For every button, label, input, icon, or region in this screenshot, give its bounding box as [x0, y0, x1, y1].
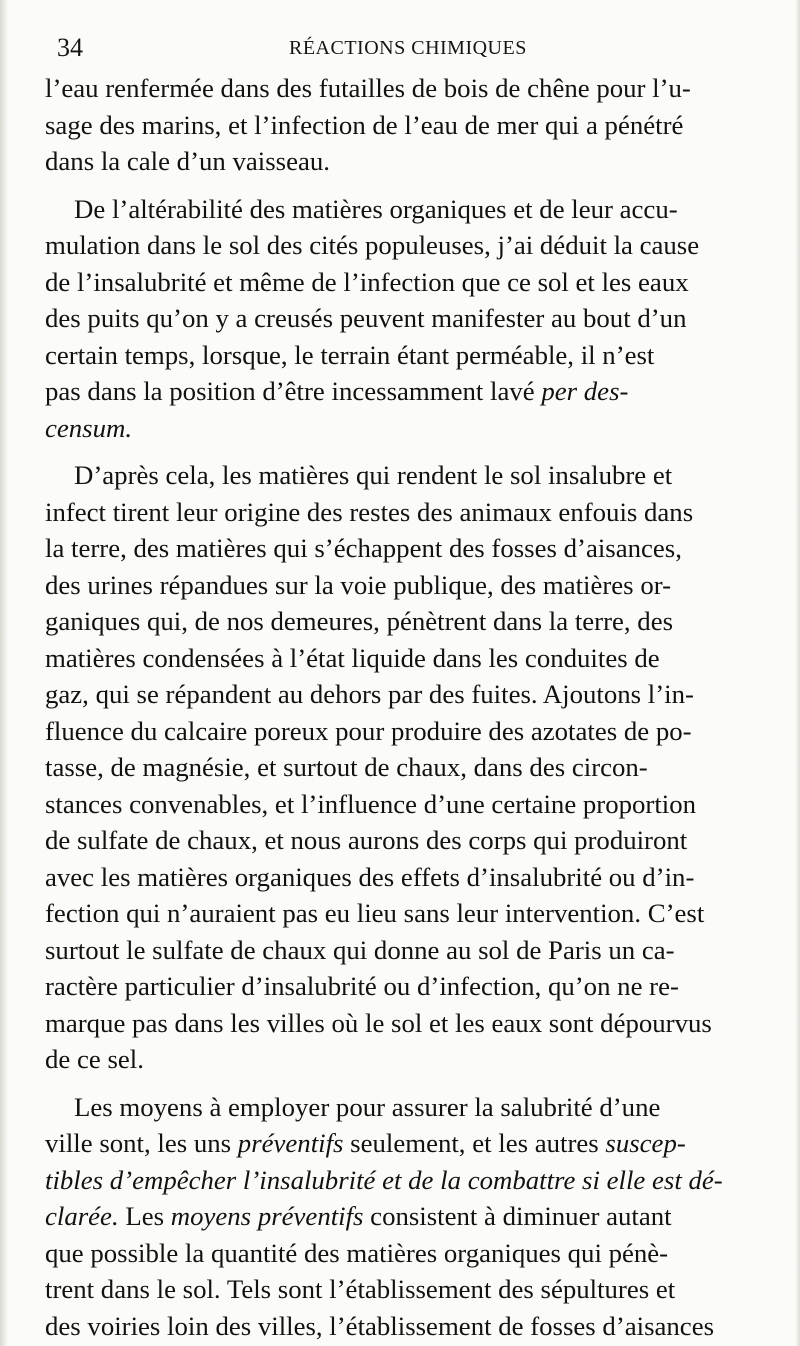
italic-text: tibles d’empêcher l’insalubrité et de la combattre si elle est dé-	[45, 1164, 723, 1195]
text-segment: que possible la quantité des matières organiques qui pénè-	[45, 1237, 669, 1268]
text-segment: De l’altérabilité des matières organiques et de leur accu-	[74, 193, 678, 224]
text-line	[45, 1005, 756, 1042]
italic-text: moyens préventifs	[170, 1201, 364, 1231]
text-segment: marque pas dans les villes où le sol et les eaux sont dépourvus	[45, 1007, 712, 1038]
text-line	[45, 530, 756, 567]
text-segment: de l’insalubrité et même de l’infection que ce sol et les eaux	[45, 266, 689, 297]
text-line	[45, 494, 756, 531]
text-line	[45, 713, 756, 750]
text-segment: tasse, de magnésie, et surtout de chaux, dans des circon-	[45, 752, 648, 782]
text-segment: Les	[118, 1201, 171, 1231]
text-segment: ractère particulier d’insalubrité ou d’infection, qu’on ne re-	[45, 971, 679, 1001]
text-line	[45, 191, 756, 228]
text-segment: des puits qu’on y a creusés peuvent manifester au bout d’un	[45, 303, 687, 333]
text-segment: infect tirent leur origine des restes des animaux enfouis dans	[45, 496, 694, 527]
text-segment: des urines répandues sur la voie publique, des matières or-	[45, 569, 672, 600]
page-gutter-shadow	[0, 0, 8, 1346]
italic-text: per des-	[541, 376, 629, 406]
paragraph	[45, 70, 756, 180]
text-line	[45, 337, 756, 374]
text-line	[45, 1271, 756, 1308]
text-line	[45, 895, 756, 932]
page-edge-shadow	[795, 0, 800, 1346]
text-segment: D’après cela, les matières qui rendent le sol insalubre et	[74, 460, 673, 490]
text-line	[45, 1125, 756, 1162]
text-segment: l’eau renfermée dans des futailles de bois de chêne pour l’u-	[45, 73, 691, 103]
running-title: RÉACTIONS CHIMIQUES	[289, 37, 527, 59]
italic-text: clarée.	[45, 1201, 119, 1231]
text-segment: gaz, qui se répandent au dehors par des fuites. Ajoutons l’in-	[45, 679, 694, 709]
text-line	[45, 567, 756, 604]
italic-text: censum.	[45, 412, 133, 443]
text-segment: consistent à diminuer autant	[363, 1201, 672, 1231]
text-line	[45, 457, 756, 494]
body-text	[45, 70, 756, 1346]
text-line	[45, 640, 756, 677]
text-line	[45, 603, 756, 640]
text-line	[45, 859, 756, 896]
text-segment: surtout le sulfate de chaux qui donne au sol de Paris un ca-	[45, 934, 675, 965]
paragraph	[45, 191, 756, 447]
text-line	[45, 410, 756, 447]
text-line	[45, 70, 756, 107]
text-segment: ville sont, les uns	[45, 1128, 238, 1158]
text-segment: stances convenables, et l’influence d’une certaine proportion	[45, 788, 697, 819]
text-line	[45, 1235, 756, 1272]
text-line	[45, 1089, 756, 1126]
text-segment: seulement, et les autres	[343, 1128, 606, 1158]
text-line	[45, 932, 756, 969]
text-line	[45, 676, 756, 713]
text-line	[45, 786, 756, 823]
page-header	[57, 30, 757, 70]
text-segment: sage des marins, et l’infection de l’eau de mer qui a pénétré	[45, 109, 684, 140]
text-line	[45, 373, 756, 410]
paragraph	[45, 1089, 756, 1345]
text-segment: certain temps, lorsque, le terrain étant perméable, il n’est	[45, 339, 655, 370]
italic-text: préventifs	[237, 1128, 344, 1158]
text-line	[45, 300, 756, 337]
text-line	[45, 264, 756, 301]
text-segment: fluence du calcaire poreux pour produire des azotates de po-	[45, 715, 692, 746]
text-segment: pas dans la position d’être incessamment lavé	[45, 376, 542, 406]
italic-text: suscep-	[605, 1128, 686, 1158]
text-segment: Les moyens à employer pour assurer la salubrité d’une	[74, 1091, 661, 1122]
text-line	[45, 107, 756, 144]
text-segment: des voiries loin des villes, l’établissement de fosses d’aisances	[45, 1310, 715, 1341]
text-line	[45, 968, 756, 1005]
text-segment: de ce sel.	[45, 1044, 144, 1074]
text-segment: mulation dans le sol des cités populeuses, j’ai déduit la cause	[45, 230, 700, 260]
text-line	[45, 143, 756, 180]
text-segment: dans la cale d’un vaisseau.	[45, 146, 330, 176]
page-number: 34	[57, 33, 83, 62]
text-segment: avec les matières organiques des effets d’insalubrité ou d’in-	[45, 861, 695, 892]
text-line	[45, 822, 756, 859]
paragraph	[45, 457, 756, 1078]
text-line	[45, 749, 756, 786]
text-line	[45, 1308, 756, 1345]
text-segment: fection qui n’auraient pas eu lieu sans leur intervention. C’est	[45, 898, 705, 928]
text-segment: de sulfate de chaux, et nous aurons des corps qui produiront	[45, 825, 688, 855]
text-line	[45, 1198, 756, 1235]
text-line	[45, 1041, 756, 1078]
text-segment: trent dans le sol. Tels sont l’établissement des sépultures et	[45, 1274, 676, 1304]
text-segment: la terre, des matières qui s’échappent des fosses d’aisances,	[45, 533, 682, 563]
text-line	[45, 227, 756, 264]
text-segment: matières condensées à l’état liquide dans les conduites de	[45, 642, 660, 673]
text-segment: ganiques qui, de nos demeures, pénètrent dans la terre, des	[45, 606, 674, 636]
text-line	[45, 1162, 756, 1199]
